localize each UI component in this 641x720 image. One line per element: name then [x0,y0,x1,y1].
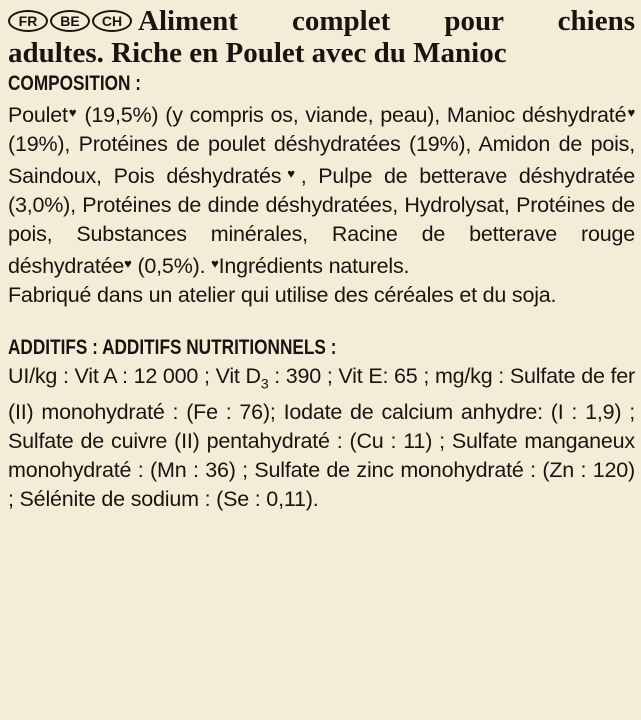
composition-part: (19,5%) (y compris os, viande, peau), Manioc déshydraté [77,103,627,127]
vit-d-subscript: 3 [260,375,269,392]
composition-heading: COMPOSITION : [8,72,141,95]
composition-part: Poulet [8,103,68,127]
country-badge-ch: CH [92,10,132,32]
additifs-heading: ADDITIFS : ADDITIFS NUTRITIONNELS : [8,336,337,359]
country-badge-be: BE [50,10,90,32]
heart-icon: ♥ [67,105,78,120]
factory-note: Fabriqué dans un atelier qui utilise des céréales et du soja. [8,283,557,307]
additifs-text [8,362,635,514]
country-badges [8,10,132,32]
heart-icon: ♥ [281,166,301,181]
heart-icon: ♥ [124,256,132,271]
additifs-part: UI/kg : Vit A : 12 000 ; Vit D [8,364,261,388]
composition-part: (0,5%). [131,254,212,278]
heart-icon: ♥ [626,105,635,120]
title-row [8,4,635,38]
additifs-part: : 390 ; Vit E: 65 ; mg/kg : Sulfate de fer (II) monohydraté : (Fe : 76); Iodate de calcium anhydre: (I : 1,9) ; Sulfate de cuivre (II) pentahydraté : (Cu : 11) ; Sulfate manganeux monohydraté : (Mn : 36) ; Sulfate de zinc monohydraté : (Zn : 120) ; Sélénite de sodium : (Se : 0,11). [8,364,636,512]
heart-icon: ♥ [211,256,219,271]
natural-ingredients-note: Ingrédients naturels. [218,254,410,278]
product-title-line1: Aliment complet pour chiens [138,5,635,37]
composition-text [8,98,635,281]
product-title-line2: adultes. Riche en Poulet avec du Manioc [8,37,507,69]
composition-part: (19%), Protéines de poulet déshydratées (19%), Amidon de pois, Saindoux, Pois déshydratés [8,132,635,188]
country-badge-fr: FR [8,10,48,32]
composition-part: , Pulpe de betterave déshydratée (3,0%), Protéines de dinde déshydratées, Hydrolysat, Protéines de pois, Substances minérales, Racine de betterave rouge déshydratée [8,164,635,278]
